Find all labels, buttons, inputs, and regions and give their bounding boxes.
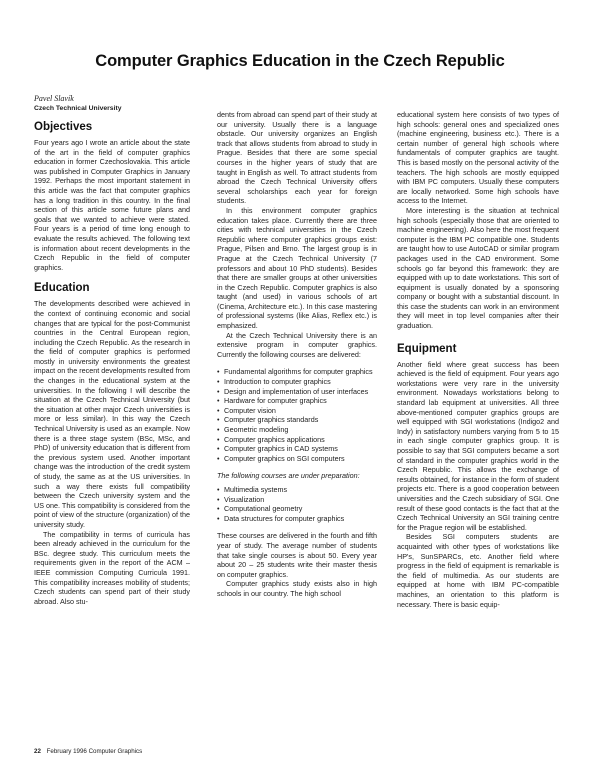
column-3 [397,110,559,609]
author-affiliation: Czech Technical University [34,105,122,112]
course-name: Computer graphics applications [224,434,325,444]
page-number: 22 [34,748,41,755]
bullet-icon: • [217,405,220,415]
course-item [217,514,377,524]
heading-equipment: Equipment [397,342,457,355]
course-name: Computational geometry [224,504,303,514]
paragraph: educational system here consists of two types of high schools: general ones and specialized ones (machine engineering, business etc.). There is a certain number of general high schools where fundamentals of computer graphics are taught. This is based mostly on the personal activity of the teachers. The high schools are mostly equipped with IBM PC computers. Usually these computers are locally networked. Some high schools have access to the Internet. [397,110,559,206]
course-item [217,504,377,514]
course-name: Visualization [224,494,265,504]
heading-objectives: Objectives [34,121,93,133]
column-2 [217,110,377,599]
bullet-icon: • [217,386,220,396]
course-item [217,396,377,406]
bullet-icon: • [217,504,220,514]
paragraph: In this environment computer graphics education takes place. Currently there are three cities with technical universities in the Czech Republic where computer graphics groups exist: Prague, Pilsen and Brno. The largest group is in Prague at the Czech Technical University (7 professors and about 10 PhD students). Besides that there are smaller groups at other universities in the Czech Republic. Computer graphics is also taught (and used) in various schools of art (Cinema, Architecture etc.). In this case mastering of professional systems (like Alias, Reflex etc.) is emphasized. [217,205,377,331]
bullet-icon: • [217,434,220,444]
course-item [217,435,377,445]
course-item [217,425,377,435]
bullet-icon: • [217,425,220,434]
paragraph: Another field where great success has been achieved is the field of equipment. Four years ago workstations were very rare in the university environment. Nowadays workstations belong to standard lab equipment at universities. All three above-mentioned computer graphics groups are well equipped with SGI workstations (Indigo2 and Indy) in satisfactory numbers varying from 5 to 15 in each single computer graphics group. It is possible to say that SGI computers became a sort of standard in the computer graphics world in the Czech Republic. This allows the exchange of results obtained, for instance in the form of student projects etc. There is a good cooperation between universities and the Czech subsidiary of SGI. One result of these good contacts is the fact that at the Czech Technical University an SGI training centre for the Prague region will be established. [397,359,559,532]
courses-prep-list [217,485,377,523]
course-name: Data structures for computer graphics [224,513,345,523]
article-title: Computer Graphics Education in the Czech Republic [95,52,505,70]
author-name: Pavel Slavík [34,94,74,103]
course-name: Introduction to computer graphics [224,377,331,387]
course-item [217,367,377,377]
bullet-icon: • [217,494,220,504]
paragraph: The developments described were achieved in the context of continuing economic and social changes that are typical for the post-Communist countries in the Central European region, including the Czech Republic. As the research in the field of computer graphics is performed mostly in university environments the greatest impact on the recent developments resulted from the changes in the educational system at the universities. In the following I will describe the situation at the Czech Technical University (but the situation at other major Czech universities is more or less similar). In this way the Czech Technical University is used as an example. Now there is a three stage system (BSc, MSc, and PhD) of university education that is different from the previous system used. Another important change was the introduction of the credit system of study, the same as at the US universities. In such a way there exists full compatibility between the Czech university system and the US one. This compatibility is considered from the point of view of the structure (organization) of the university study. [34,299,190,529]
course-name: Computer graphics in CAD systems [224,444,338,454]
course-name: Hardware for computer graphics [224,396,327,406]
paragraph: More interesting is the situation at technical high schools (especially those that are oriented to machine engineering). Also here the most frequent computer is the IBM PC compatible one. Students are taught how to use AutoCAD or similar program packages used in the CAD environment. Some schools go far beyond this framework: they are equipped with up to date workstations. This sort of equipment is usually donated by a sponsoring company or bought with a substantial discount. In this case the students can work in an environment they will meet in top level companies after their graduation. [397,205,559,331]
course-name: Fundamental algorithms for computer graphics [224,367,373,377]
footer-source: February 1996 Computer Graphics [46,748,143,755]
paragraph: The compatibility in terms of curricula has been already achieved in the curriculum for the BSc. degree study. This curriculum meets the requirements given in the report of the ACM – IEEE commission Computing Curricula 1991. This compatibility increases mobility of students; Czech students can spend part of their study abroad. Also stu- [34,529,190,606]
bullet-icon: • [217,367,220,377]
heading-education: Education [34,282,90,295]
course-name: Multimedia systems [224,484,288,494]
paragraph: These courses are delivered in the fourth and fifth year of study. The average number of students that take single courses is about 50. Every year about 20 – 25 students write their master thesis on computer graphics. [217,531,377,579]
paragraph: dents from abroad can spend part of their study at our university. Usually there is a language obstacle. Our university organizes an English track that allows students from abroad to study in Prague. Besides that there are some special courses in the higher years of study that are taught in English as well. To attract students from abroad the Czech Technical University offers several scholarships each year for foreign students. [217,110,377,206]
course-item [217,415,377,425]
course-item [217,495,377,505]
bullet-icon: • [217,415,220,425]
course-item [217,406,377,416]
course-name: Geometric modeling [224,425,289,434]
paragraph: Four years ago I wrote an article about the state of the art in the field of computer graphics education in former Czechoslovakia. This article was published in Computer Graphics in January 1992. Perhaps the most important statement in this article was the fact that computer graphics has a long tradition in this country. In the final section of this article some future plans and goals that we wanted to achieve were stated. Four years is a period of time long enough to evaluate the results achieved. The following text is information about recent developments in the Czech Republic in the field of computer graphics. [34,138,190,272]
course-item [217,377,377,387]
course-name: Computer graphics on SGI computers [224,453,345,463]
courses-delivered-list [217,367,377,463]
course-item [217,454,377,464]
course-item [217,485,377,495]
course-item [217,387,377,397]
prep-courses-intro: The following courses are under preparation: [217,471,360,481]
bullet-icon: • [217,453,220,463]
paragraph: Computer graphics study exists also in high schools in our country. The high school [217,579,377,598]
page-footer [34,748,142,756]
course-item [217,444,377,454]
bullet-icon: • [217,396,220,406]
bullet-icon: • [217,484,220,494]
course-name: Computer graphics standards [224,415,319,425]
bullet-icon: • [217,377,220,387]
course-name: Design and implementation of user interfaces [224,386,369,396]
paragraph: At the Czech Technical University there is an extensive program in computer graphics. Currently the following courses are delivered: [217,330,377,359]
bullet-icon: • [217,513,220,523]
bullet-icon: • [217,444,220,454]
course-name: Computer vision [224,405,276,415]
paragraph: Besides SGI computers students are acquainted with other types of workstations like HP's, SunSPARCs, etc. Another field where progress in the field of equipment is remarkable is the field of multimedia. As our students are equipped at home with IBM PC-compatible machines, an orientation to this platform is necessary. There is basic equip- [397,532,559,609]
column-1 [34,94,190,606]
